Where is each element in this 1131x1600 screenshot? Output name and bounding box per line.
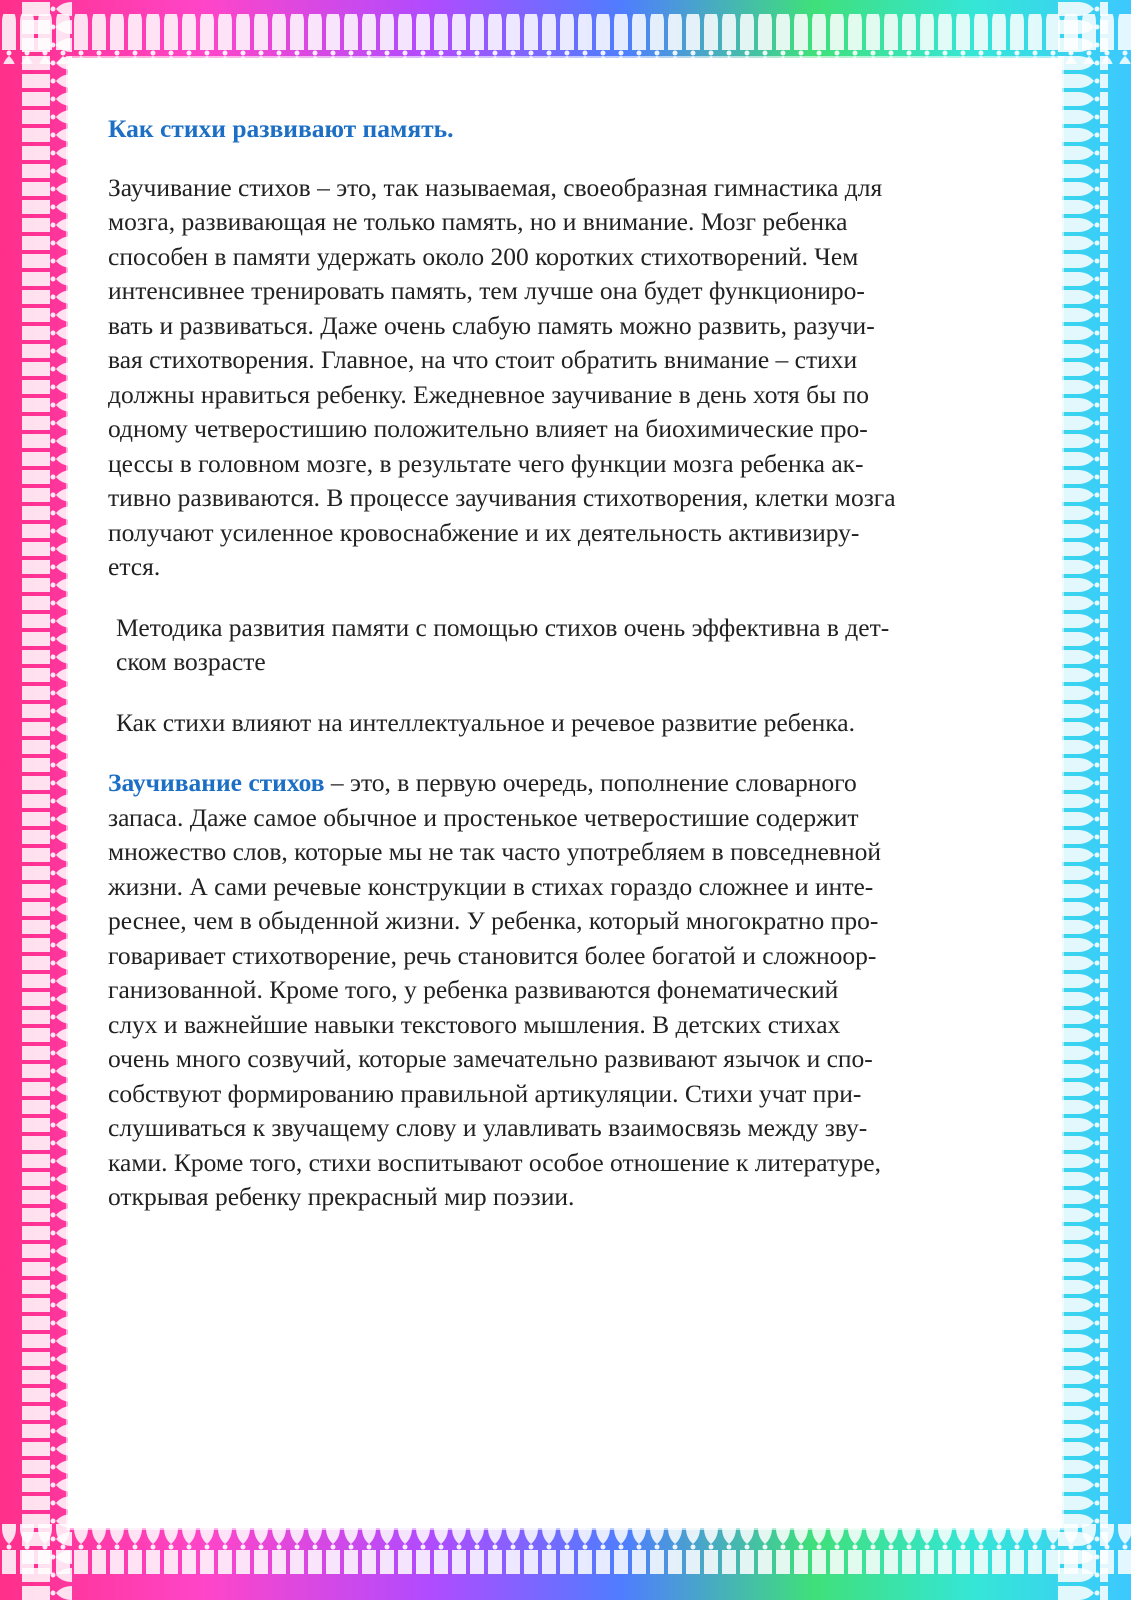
paragraph-line: очень много созвучий, которые замечательно развивают язычок и спо- [108,1044,873,1073]
paragraph-line-rest: – это, в первую очередь, пополнение словарного [324,768,857,797]
paragraph-line: вая стихотворения. Главное, на что стоит обратить внимание – стихи [108,345,858,374]
paragraph-line: цессы в головном мозге, в результате чего функции мозга ребенка ак- [108,448,864,478]
paragraph-memory [108,171,1032,585]
paragraph-line: способен в памяти удержать около 200 коротких стихотворений. Чем [108,241,859,271]
paragraph-line: получают усиленное кровоснабжение и их деятельность активизиру- [108,517,860,547]
paragraph-subheading [108,706,1032,741]
paragraph-line: Как стихи влияют на интеллектуальное и речевое развитие ребенка. [116,707,856,737]
document-body [108,112,1032,1241]
paragraph-line: интенсивнее тренировать память, тем лучше она будет функциониро- [108,276,865,305]
paragraph-line: вать и развиваться. Даже очень слабую память можно развить, разучи- [108,310,875,340]
paragraph-line: мозга, развивающая не только память, но и внимание. Мозг ребенка [108,207,848,236]
paragraph-line: собствуют формированию правильной артикуляции. Стихи учат при- [108,1078,862,1108]
highlighted-term: Заучивание стихов [108,768,325,797]
paragraph-line: ганизованной. Кроме того, у ребенка развиваются фонематический [108,975,839,1004]
paragraph-line: Заучивание стихов – это, так называемая, своеобразная гимнастика для [108,172,883,202]
paragraph-line [108,766,1032,801]
paragraph-line: слух и важнейшие навыки текстового мышления. В детских стихах [108,1009,841,1039]
document-title: Как стихи развивают память. [108,114,454,143]
paragraph-method [108,611,1032,680]
paragraph-line: ками. Кроме того, стихи воспитывают особое отношение к литературе, [108,1147,881,1177]
paragraph-line: запаса. Даже самое обычное и простенькое четверостишие содержит [108,802,859,832]
paragraph-line: ется. [108,552,161,581]
paragraph-line: говаривает стихотворение, речь становится более богатой и сложноор- [108,940,877,970]
paragraph-line: слушиваться к звучащему слову и улавливать взаимосвязь между зву- [108,1113,868,1142]
paragraph-speech [108,766,1032,1215]
paragraph-line: открывая ребенку прекрасный мир поэзии. [108,1182,575,1211]
paragraph-line: множество слов, которые мы не так часто употребляем в повседневной [108,837,882,866]
paragraph-line: жизни. А сами речевые конструкции в стихах гораздо сложнее и инте- [108,871,874,901]
page-sheet [72,62,1058,1524]
paragraph-line: ском возрасте [116,647,266,676]
paragraph-line: Методика развития памяти с помощью стихов очень эффективна в дет- [116,612,890,642]
paragraph-line: должны нравиться ребенку. Ежедневное заучивание в день хотя бы по [108,379,870,409]
paragraph-line: реснее, чем в обыденной жизни. У ребенка, который многократно про- [108,906,879,935]
paragraph-line: одному четверостишию положительно влияет на биохимические про- [108,414,868,443]
paragraph-line: тивно развиваются. В процессе заучивания стихотворения, клетки мозга [108,483,896,512]
